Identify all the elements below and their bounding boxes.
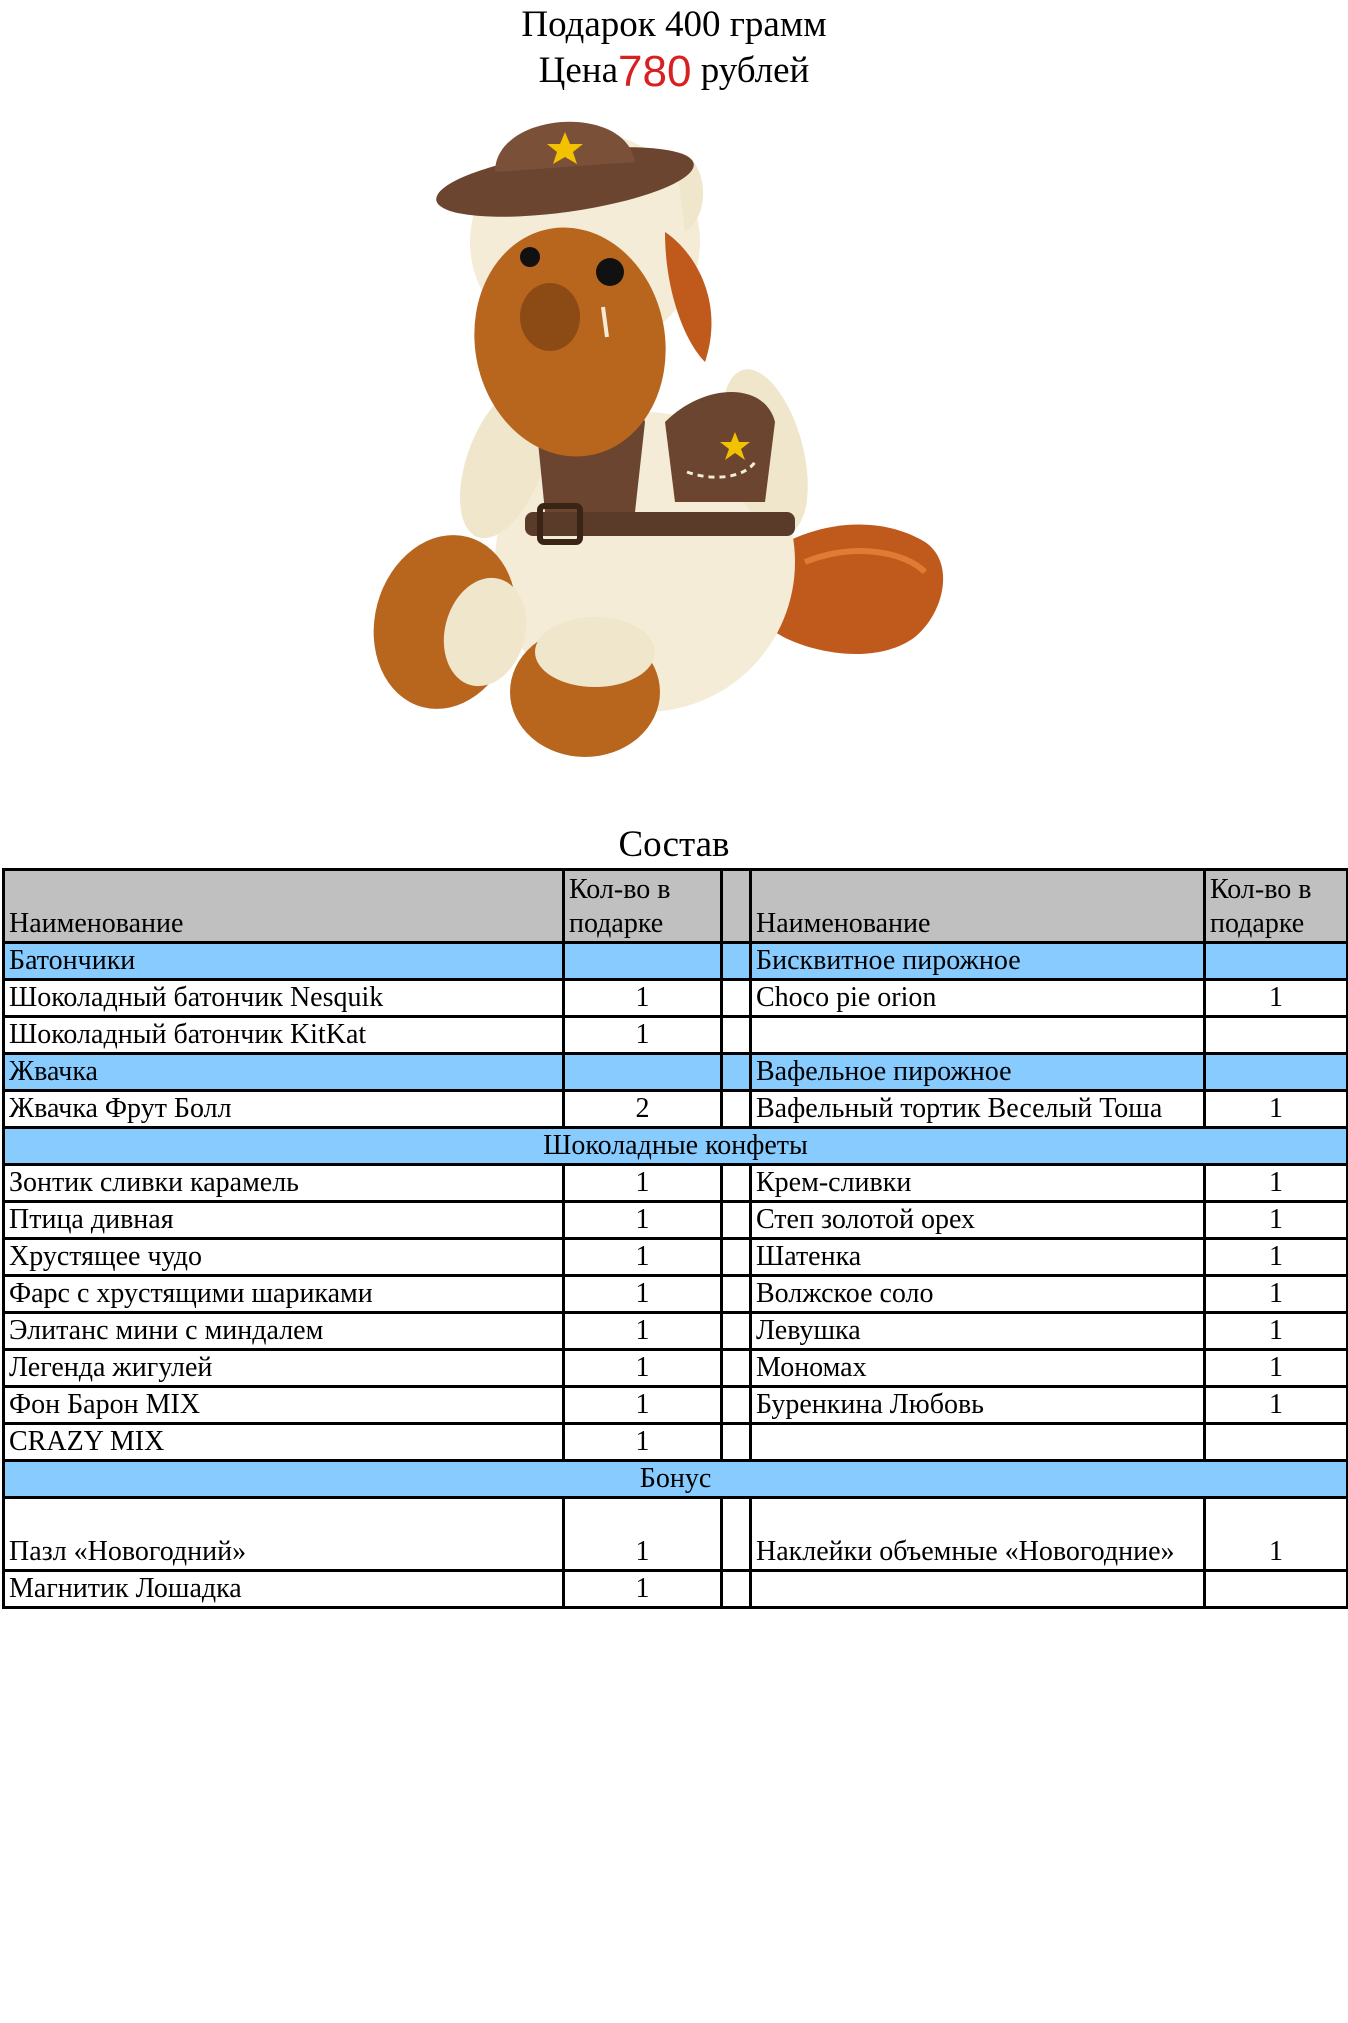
item-name-right: [751, 1571, 1205, 1608]
price-line: [0, 48, 1348, 95]
category-left: Жвачка: [4, 1054, 564, 1091]
item-name-right: Choco pie orion: [751, 980, 1205, 1017]
category-row: [4, 943, 1348, 980]
item-qty-left: 1: [564, 1498, 722, 1571]
table-row: [4, 1091, 1348, 1128]
item-name-left: Пазл «Новогодний»: [4, 1498, 564, 1571]
category-right: Вафельное пирожное: [751, 1054, 1205, 1091]
page-header: [0, 0, 1348, 95]
item-name-left: Элитанс мини с миндалем: [4, 1313, 564, 1350]
table-row: [4, 1424, 1348, 1461]
header-name-right: Наименование: [751, 870, 1205, 943]
table-row: [4, 1387, 1348, 1424]
item-name-right: Левушка: [751, 1313, 1205, 1350]
item-qty-right: 1: [1205, 980, 1348, 1017]
item-qty-left: 1: [564, 980, 722, 1017]
table-row: [4, 1202, 1348, 1239]
item-name-left: Хрустящее чудо: [4, 1239, 564, 1276]
category-right-qty: [1205, 1054, 1348, 1091]
gap-cell: [722, 1387, 751, 1424]
item-name-right: Шатенка: [751, 1239, 1205, 1276]
category-left: Батончики: [4, 943, 564, 980]
item-name-left: Магнитик Лошадка: [4, 1571, 564, 1608]
item-name-right: Степ золотой орех: [751, 1202, 1205, 1239]
item-qty-left: 2: [564, 1091, 722, 1128]
item-qty-left: 1: [564, 1313, 722, 1350]
item-name-left: Фарс с хрустящими шариками: [4, 1276, 564, 1313]
gap-cell: [722, 1239, 751, 1276]
table-row: [4, 1350, 1348, 1387]
item-name-left: Зонтик сливки карамель: [4, 1165, 564, 1202]
item-name-left: Шоколадный батончик Nesquik: [4, 980, 564, 1017]
header-gap: [722, 870, 751, 943]
item-qty-left: 1: [564, 1202, 722, 1239]
item-name-right: Крем-сливки: [751, 1165, 1205, 1202]
gap-cell: [722, 1202, 751, 1239]
table-row: [4, 980, 1348, 1017]
table-row: [4, 1571, 1348, 1608]
item-qty-right: 1: [1205, 1202, 1348, 1239]
item-qty-right: 1: [1205, 1276, 1348, 1313]
gift-title: Подарок 400 грамм: [521, 4, 827, 45]
gap-cell: [722, 1017, 751, 1054]
plush-horse-cowboy-icon: [335, 92, 975, 762]
price-prefix: Цена: [538, 50, 619, 91]
item-name-left: Птица дивная: [4, 1202, 564, 1239]
item-qty-right: 1: [1205, 1350, 1348, 1387]
item-name-left: Фон Барон MIX: [4, 1387, 564, 1424]
item-qty-left: 1: [564, 1239, 722, 1276]
category-row: [4, 1128, 1348, 1165]
item-name-right: [751, 1424, 1205, 1461]
item-qty-left: 1: [564, 1276, 722, 1313]
price-value: 780: [618, 47, 692, 96]
category-right-qty: [1205, 943, 1348, 980]
gap-cell: [722, 1091, 751, 1128]
table-header-row: [4, 870, 1348, 943]
item-qty-left: 1: [564, 1424, 722, 1461]
item-qty-right: 1: [1205, 1498, 1348, 1571]
gap-cell: [722, 1498, 751, 1571]
item-name-left: CRAZY MIX: [4, 1424, 564, 1461]
gap-cell: [722, 1165, 751, 1202]
header-qty-right: Кол-во в подарке: [1205, 870, 1348, 943]
table-row: [4, 1498, 1348, 1571]
category-left-qty: [564, 943, 722, 980]
table-row: [4, 1239, 1348, 1276]
item-name-left: Шоколадный батончик KitKat: [4, 1017, 564, 1054]
item-qty-right: 1: [1205, 1313, 1348, 1350]
gap-cell: [722, 1054, 751, 1091]
item-name-right: Наклейки объемные «Новогодние»: [751, 1498, 1205, 1571]
category-row: [4, 1054, 1348, 1091]
category-left-qty: [564, 1054, 722, 1091]
category-row: [4, 1461, 1348, 1498]
composition-table: [2, 868, 1348, 1609]
item-qty-left: 1: [564, 1350, 722, 1387]
item-qty-right: 1: [1205, 1091, 1348, 1128]
price-suffix: рублей: [700, 50, 810, 91]
header-qty-left: Кол-во в подарке: [564, 870, 722, 943]
table-row: [4, 1017, 1348, 1054]
table-row: [4, 1313, 1348, 1350]
section-title: Состав: [618, 824, 730, 865]
item-name-right: [751, 1017, 1205, 1054]
gap-cell: [722, 1424, 751, 1461]
item-qty-right: [1205, 1424, 1348, 1461]
table-row: [4, 1276, 1348, 1313]
item-qty-right: [1205, 1571, 1348, 1608]
item-name-right: Вафельный тортик Веселый Тоша: [751, 1091, 1205, 1128]
item-name-right: Буренкина Любовь: [751, 1387, 1205, 1424]
item-qty-right: [1205, 1017, 1348, 1054]
gap-cell: [722, 1571, 751, 1608]
gap-cell: [722, 943, 751, 980]
category-right: Бисквитное пирожное: [751, 943, 1205, 980]
gap-cell: [722, 980, 751, 1017]
item-name-right: Мономах: [751, 1350, 1205, 1387]
item-qty-left: 1: [564, 1571, 722, 1608]
item-name-left: Жвачка Фрут Болл: [4, 1091, 564, 1128]
gap-cell: [722, 1350, 751, 1387]
category-title: Бонус: [4, 1461, 1348, 1498]
item-qty-left: 1: [564, 1387, 722, 1424]
item-qty-right: 1: [1205, 1387, 1348, 1424]
item-name-left: Легенда жигулей: [4, 1350, 564, 1387]
composition-table-body: [4, 870, 1348, 1608]
header-name-left: Наименование: [4, 870, 564, 943]
gap-cell: [722, 1313, 751, 1350]
gap-cell: [722, 1276, 751, 1313]
item-qty-left: 1: [564, 1017, 722, 1054]
category-title: Шоколадные конфеты: [4, 1128, 1348, 1165]
table-row: [4, 1165, 1348, 1202]
item-qty-right: 1: [1205, 1165, 1348, 1202]
item-qty-left: 1: [564, 1165, 722, 1202]
item-qty-right: 1: [1205, 1239, 1348, 1276]
item-name-right: Волжское соло: [751, 1276, 1205, 1313]
